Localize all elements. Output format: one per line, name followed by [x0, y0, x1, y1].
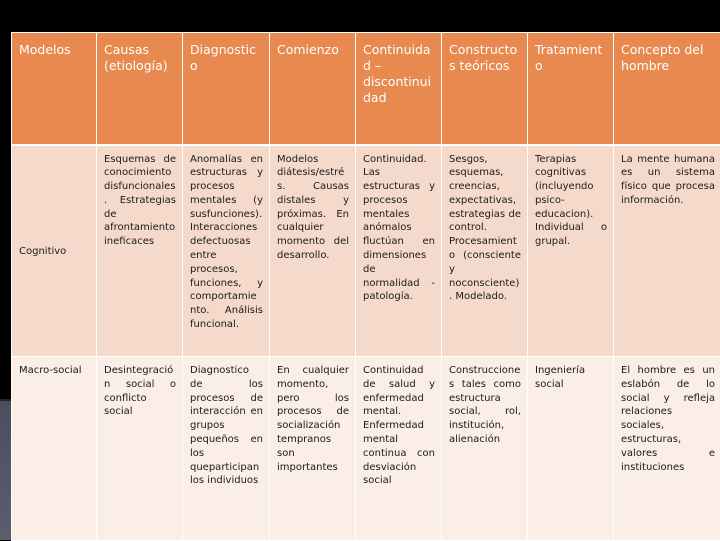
models-table: [11, 32, 720, 541]
cell-macro-treatment: Ingeniería social: [528, 357, 614, 541]
cell-cognitive-diagnosis: Anomalías en estructuras y procesos mentales (y susfunciones). Interacciones defectuosas entre procesos, funciones, y comportamie nto. Análisis funcional.: [183, 145, 270, 357]
cell-cognitive-causes: Esquemas de conocimiento disfuncionales. Estrategias de afrontamiento ineficaces: [97, 145, 183, 357]
cell-macro-diagnosis: Diagnostico de los procesos de interacción en grupos pequeños en los queparticipan los individuos: [183, 357, 270, 541]
header-cell-concept: Concepto del hombre: [614, 33, 720, 145]
cell-macro-causes: Desintegració n social o conflicto social: [97, 357, 183, 541]
header-cell-causes: Causas (etiología): [97, 33, 183, 145]
cell-macro-onset: En cualquier momento, pero los procesos de socialización tempranos son importantes: [270, 357, 356, 541]
table-header-row: [12, 33, 720, 145]
cell-cognitive-treatment: Terapias cognitivas (incluyendo psico-educacion). Individual o grupal.: [528, 145, 614, 357]
row-label-macro-social: Macro-social: [12, 357, 97, 541]
header-cell-constructs: Constructos teóricos: [442, 33, 528, 145]
header-cell-continuity: Continuida d – discontinui dad: [356, 33, 442, 145]
cell-macro-continuity: Continuidad de salud y enfermedad mental. Enfermedad mental continua con desviación social: [356, 357, 442, 541]
cell-cognitive-constructs: Sesgos, esquemas, creencias, expectativas, estrategias de control. Procesamient o (consciente y noconsciente). Modelado.: [442, 145, 528, 357]
row-label-cognitive: Cognitivo: [12, 145, 97, 357]
cell-cognitive-concept: La mente humana es un sistema físico que procesa información.: [614, 145, 720, 357]
table-row-macro-social: [12, 357, 720, 541]
cell-macro-constructs: Construccione s tales como estructura social, rol, institución, alienación: [442, 357, 528, 541]
cell-cognitive-onset: Modelos diátesis/estrés. Causas distales y próximas. En cualquier momento del desarrollo.: [270, 145, 356, 357]
header-cell-onset: Comienzo: [270, 33, 356, 145]
table-row-cognitive: [12, 145, 720, 357]
header-cell-diagnosis: Diagnostico: [183, 33, 270, 145]
cell-cognitive-continuity: Continuidad. Las estructuras y procesos mentales anómalos fluctúan en dimensiones de normalidad -patología.: [356, 145, 442, 357]
cell-macro-concept: El hombre es un eslabón de lo social y refleja relaciones sociales, estructuras, valores e instituciones: [614, 357, 720, 541]
header-cell-treatment: Tratamient o: [528, 33, 614, 145]
header-cell-models: Modelos: [12, 33, 97, 145]
